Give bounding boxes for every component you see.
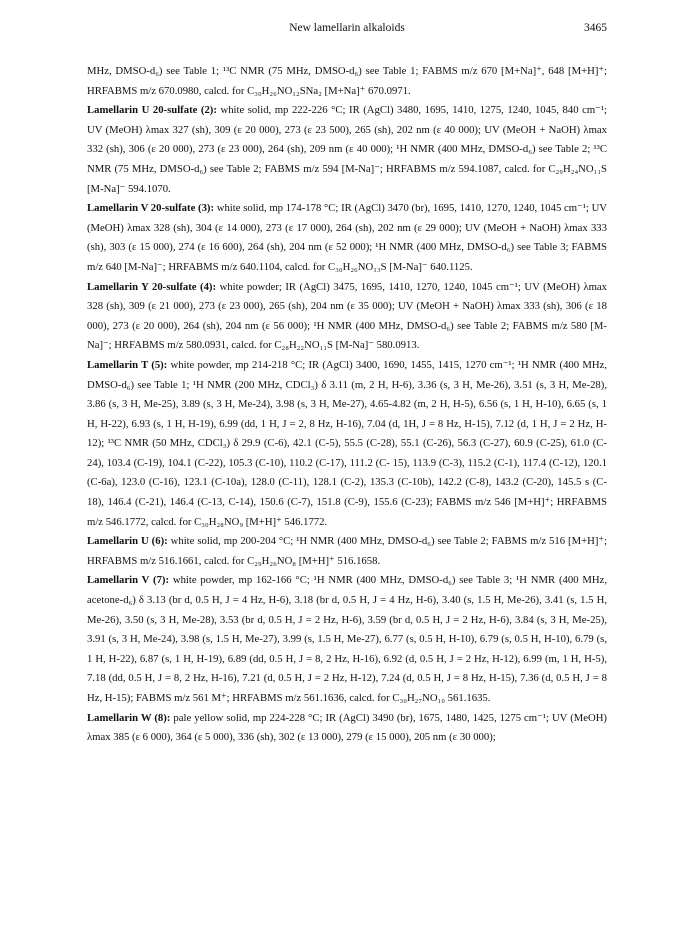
paragraph-lamellarin-t — [87, 356, 607, 532]
compound-heading: Lamellarin V (7): — [87, 574, 170, 587]
paragraph-lamellarin-v-20-sulfate — [87, 199, 607, 277]
paragraph-compound-1-data — [87, 62, 607, 101]
compound-heading: Lamellarin U (6): — [87, 535, 168, 548]
compound-heading: Lamellarin V 20-sulfate (3): — [87, 202, 215, 215]
paragraph-lamellarin-u — [87, 532, 607, 571]
experimental-section — [87, 62, 607, 748]
paragraph-text: white solid, mp 222-226 °C; IR (AgCl) 3480, 1695, 1410, 1275, 1240, 1045, 840 cm⁻¹; UV (MeOH) λmax 327 (sh), 309 (ε 20 000), 273 (ε 23 500), 265 (sh), 202 nm (ε 40 000); UV (MeOH + NaOH) λmax 332 (sh), 306 (ε 20 000), 273 (ε 23 000), 264 (sh), 209 nm (ε 40 000); ¹H NMR (400 MHz, DMSO-d₆) see Table 2; ¹³C NMR (75 MHz, DMSO-d₆) see Table 2; FABMS m/z 594 [M-Na]⁻; HRFABMS m/z 594.1087, calcd. for C₂₉H₂₄NO₁₁S [M-Na]⁻ 594.1070. — [87, 104, 607, 195]
paragraph-text: white powder, mp 162-166 °C; ¹H NMR (400 MHz, DMSO-d₆) see Table 3; ¹H NMR (400 MHz, acetone-d₆) δ 3.13 (br d, 0.5 H, J = 4 Hz, H-6), 3.18 (br d, 0.5 H, J = 4 Hz, H-6), 3.40 (s, 1.5 H, Me-26), 3.41 (s, 1.5 H, Me-26), 3.50 (s, 3 H, Me-28), 3.53 (br d, 0.5 H, J = 2 Hz, H-6), 3.59 (br d, 0.5 H, J = 2 Hz, H-6), 3.84 (s, 3 H, Me-25), 3.91 (s, 3 H, Me-24), 3.98 (s, 1.5 H, Me-27), 3.99 (s, 1.5 H, Me-27), 6.77 (s, 0.5 H, H-10), 6.79 (s, 0.5 H, H-10), 6.79 (s, 1 H, H-22), 6.87 (s, 1 H, H-19), 6.89 (dd, 0.5 H, J = 8, 2 Hz, H-16), 6.92 (d, 0.5 H, J = 2 Hz, H-12), 6.99 (m, 1 H, H-5), 7.18 (dd, 0.5 H, J = 8, 2 Hz, H-16), 7.21 (d, 0.5 H, J = 2 Hz, H-12), 7.24 (d, 0.5 H, J = 8 Hz, H-15), 7.36 (d, 0.5 H, J = 8 Hz, H-15); FABMS m/z 561 M⁺; HRFABMS m/z 561.1636, calcd. for C₃₀H₂₇NO₁₀ 561.1635. — [87, 574, 607, 704]
compound-heading: Lamellarin T (5): — [87, 358, 168, 371]
paragraph-text: white powder; IR (AgCl) 3475, 1695, 1410, 1270, 1240, 1045 cm⁻¹; UV (MeOH) λmax 328 (sh), 309 (ε 21 000), 273 (ε 23 000), 265 (sh), 204 nm (ε 35 000); UV (MeOH + NaOH) λmax 333 (sh), 306 (ε 18 000), 273 (ε 20 000), 264 (sh), 204 nm (ε 56 000); ¹H NMR (400 MHz, DMSO-d₆) see Table 2; FABMS m/z 580 [M- Na]⁻; HRFABMS m/z 580.0931, calcd. for C₂₈H₂₂NO₁₁S [M-Na]⁻ 580.0913. — [87, 280, 608, 352]
paragraph-text: white powder, mp 214-218 °C; IR (AgCl) 3400, 1690, 1455, 1415, 1270 cm⁻¹; ¹H NMR (400 MHz, DMSO-d₆) see Table 1; ¹H NMR (200 MHz, CDCl₃) δ 3.11 (m, 2 H, H-6), 3.36 (s, 3 H, Me-26), 3.51 (s, 3 H, Me-28), 3.86 (s, 3 H, Me-25), 3.89 (s, 3 H, Me-24), 3.98 (s, 3 H, Me-27), 4.65-4.82 (m, 2 H, H-5), 6.56 (s, 1 H, H-10), 6.65 (s, 1 H, H-22), 6.93 (s, 1 H, H-19), 6.99 (dd, 1 H, J = 2, 8 Hz, H-16), 7.04 (d, 1H, J = 8 Hz, H-15), 7.12 (d, 1 H, J = 2 Hz, H-12); ¹³C NMR (50 MHz, CDCl₃) δ 29.9 (C-6), 42.1 (C-5), 55.5 (C-28), 55.1 (C-26), 56.3 (C-27), 60.9 (C-25), 61.0 (C-24), 103.4 (C-19), 104.1 (C-22), 105.3 (C-10), 110.2 (C-17), 111.2 (C- 15), 113.9 (C-3), 115.2 (C-1), 117.4 (C-12), 120.1 (C-6a), 123.0 (C-16), 123.1 (C-10a), 128.0 (C-11), 128.1 (C-2), 135.3 (C-10b), 142.2 (C-8), 143.2 (C-20), 145.5 s (C-18), 146.4 (C-21), 146.4 (C-13, C-14), 150.6 (C-7), 151.8 (C-9), 155.6 (C-23); FABMS m/z 546 [M+H]⁺; HRFABMS m/z 546.1772, calcd. for C₃₀H₂₈NO₉ [M+H]⁺ 546.1772. — [87, 358, 607, 528]
page-header — [87, 22, 607, 38]
paragraph-text: pale yellow solid, mp 224-228 °C; IR (AgCl) 3490 (br), 1675, 1480, 1425, 1275 cm⁻¹; UV (MeOH) λmax 385 (ε 6 000), 364 (ε 5 000), 336 (sh), 302 (ε 13 000), 279 (ε 15 000), 205 nm (ε 30 000); — [87, 711, 607, 744]
compound-heading: Lamellarin U 20-sulfate (2): — [87, 104, 217, 117]
paragraph-lamellarin-w — [87, 709, 607, 748]
paragraph-text: MHz, DMSO-d₆) see Table 1; ¹³C NMR (75 MHz, DMSO-d₆) see Table 1; FABMS m/z 670 [M+Na]⁺, 648 [M+H]⁺; HRFABMS m/z 670.0980, calcd. for C₃₀H₂₆NO₁₂SNa₂ [M+Na]⁺ 670.0971. — [87, 65, 607, 97]
paragraph-lamellarin-u-20-sulfate — [87, 101, 607, 199]
paragraph-lamellarin-y-20-sulfate — [87, 278, 607, 356]
running-title: New lamellarin alkaloids — [289, 22, 405, 34]
paragraph-text: white solid, mp 174-178 °C; IR (AgCl) 3470 (br), 1695, 1410, 1270, 1240, 1045 cm⁻¹; UV (MeOH) λmax 328 (sh), 304 (ε 14 000), 273 (ε 17 000), 264 (sh), 202 nm (ε 29 000); UV (MeOH + NaOH) λmax 333 (sh), 303 (ε 15 000), 274 (ε 16 600), 264 (sh), 204 nm (ε 52 000); ¹H NMR (400 MHz, DMSO-d₆) see Table 3; FABMS m/z 640 [M-Na]⁻; HRFABMS m/z 640.1104, calcd. for C₃₀H₂₆NO₁₃S [M-Na]⁻ 640.1125. — [87, 202, 607, 273]
paragraph-lamellarin-v — [87, 571, 607, 708]
page-number: 3465 — [584, 22, 607, 34]
compound-heading: Lamellarin Y 20-sulfate (4): — [87, 280, 217, 293]
compound-heading: Lamellarin W (8): — [87, 711, 171, 724]
paragraph-text: white solid, mp 200-204 °C; ¹H NMR (400 MHz, DMSO-d₆) see Table 2; FABMS m/z 516 [M+H]⁺; HRFABMS m/z 516.1661, calcd. for C₂₉H₂₆NO₈ [M+H]⁺ 516.1658. — [87, 535, 607, 567]
